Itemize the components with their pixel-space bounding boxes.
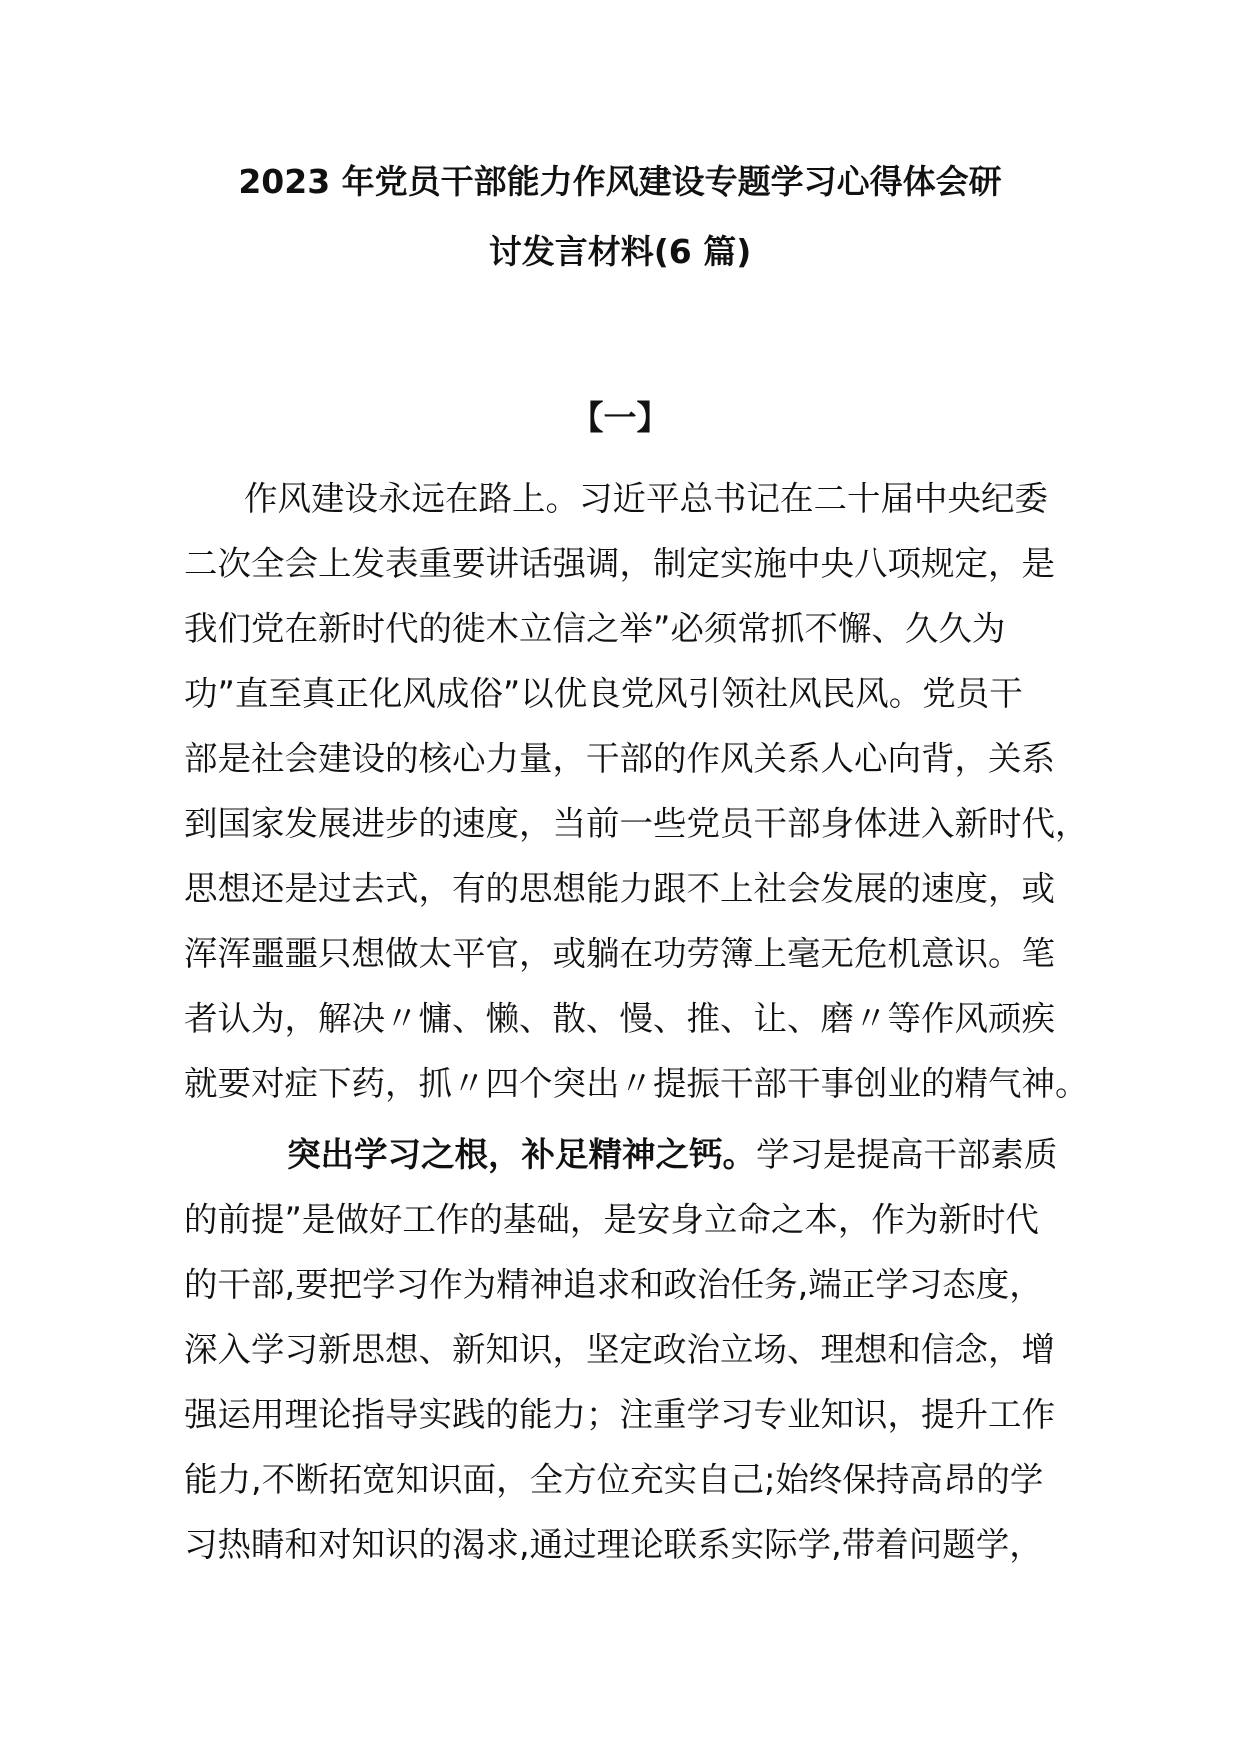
document-title-line-2: 讨发言材料(6 篇) bbox=[488, 232, 752, 271]
paragraph-1-line: 思想还是过去式，有的思想能力跟不上社会发展的速度，或 bbox=[184, 869, 1055, 908]
paragraph-2-line: 强运用理论指导实践的能力；注重学习专业知识，提升工作 bbox=[184, 1395, 1055, 1434]
paragraph-2-line: 的前提”是做好工作的基础，是安身立命之本，作为新时代 bbox=[184, 1200, 1039, 1239]
paragraph-2-first-line-text: 学习是提高干部素质 bbox=[756, 1135, 1058, 1174]
paragraph-1-line: 就要对症下药，抓〃四个突出〃提振干部干事创业的精气神。 bbox=[184, 1064, 1089, 1103]
paragraph-1-line: 功”直至真正化风成俗”以优良党风引领社风民风。党员干 bbox=[184, 674, 1023, 713]
section-heading: 【一】 bbox=[570, 398, 670, 437]
paragraph-2-first-line bbox=[184, 1122, 1104, 1187]
paragraph-2-line: 习热睛和对知识的渴求,通过理论联系实际学,带着问题学， bbox=[184, 1525, 1043, 1564]
paragraph-2-line: 的干部,要把学习作为精神追求和政治任务,端正学习态度， bbox=[184, 1265, 1043, 1304]
paragraph-1-line: 作风建设永远在路上。习近平总书记在二十届中央纪委 bbox=[244, 479, 1048, 518]
paragraph-1 bbox=[184, 466, 1104, 1116]
paragraph-1-line: 我们党在新时代的徙木立信之举”必须常抓不懈、久久为 bbox=[184, 609, 1006, 648]
document-title-line-1: 2023 年党员干部能力作风建设专题学习心得体会研 bbox=[238, 162, 1002, 201]
paragraph-1-line: 者认为，解决〃慵、懒、散、慢、推、让、磨〃等作风顽疾 bbox=[184, 999, 1055, 1038]
paragraph-1-line: 部是社会建设的核心力量，干部的作风关系人心向背，关系 bbox=[184, 739, 1055, 778]
paragraph-1-line: 二次全会上发表重要讲话强调，制定实施中央八项规定，是 bbox=[184, 544, 1055, 583]
paragraph-2-heading: 突出学习之根，补足精神之钙。 bbox=[287, 1135, 756, 1174]
paragraph-1-line: 到国家发展进步的速度，当前一些党员干部身体进入新时代， bbox=[184, 804, 1089, 843]
paragraph-2 bbox=[184, 1122, 1104, 1577]
paragraph-1-line: 浑浑噩噩只想做太平官，或躺在功劳簿上毫无危机意识。笔 bbox=[184, 934, 1055, 973]
paragraph-2-line: 能力,不断拓宽知识面，全方位充实自己;始终保持高昂的学 bbox=[184, 1460, 1044, 1499]
paragraph-2-line: 深入学习新思想、新知识，坚定政治立场、理想和信念，增 bbox=[184, 1330, 1055, 1369]
